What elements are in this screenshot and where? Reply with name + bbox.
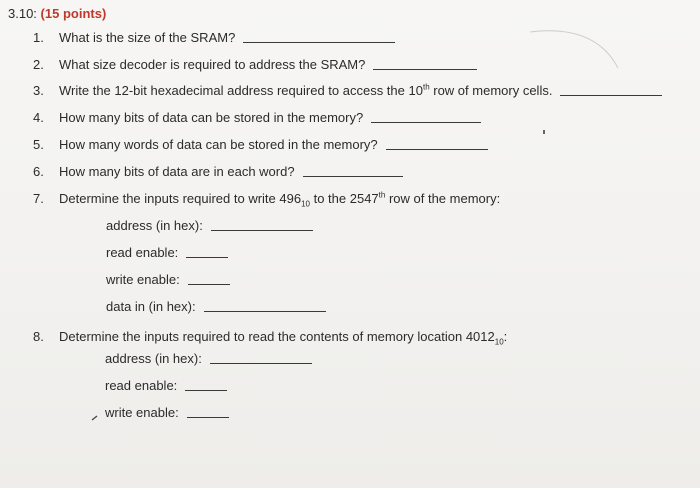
question-8 [33,329,508,347]
q7-write-enable-field [106,272,230,287]
question-text-part: : [503,329,508,344]
question-number: 5. [33,137,44,152]
answer-blank[interactable] [185,389,227,391]
answer-blank[interactable] [371,121,481,123]
superscript: th [378,190,386,200]
field-label: read enable: [106,245,179,260]
question-text: How many words of data can be stored in the memory? [59,137,378,152]
question-text [59,190,501,209]
answer-blank[interactable] [204,310,326,312]
question-2 [33,57,477,72]
q7-read-enable-field [106,245,228,260]
pencil-dot-mark [543,130,545,134]
superscript: th [422,82,430,92]
question-number: 3. [33,83,44,98]
answer-blank[interactable] [560,94,662,96]
question-number: 8. [33,329,44,344]
answer-blank[interactable] [386,148,488,150]
question-3 [33,83,662,98]
answer-blank[interactable] [211,229,313,231]
question-text-part: Write the 12-bit hexadecimal address required to access the 10 [59,83,423,98]
question-number: 2. [33,57,44,72]
question-6 [33,164,403,179]
answer-blank[interactable] [186,256,228,258]
question-text: What is the size of the SRAM? [59,30,236,45]
field-label: address (in hex): [106,218,203,233]
question-text-part: row of the memory: [385,191,501,206]
question-text [59,83,552,98]
field-label: address (in hex): [105,351,202,366]
q7-address-field [106,218,313,233]
answer-blank[interactable] [243,41,395,43]
question-text-part: Determine the inputs required to read the contents of memory location 4012 [59,329,495,344]
q8-read-enable-field [105,378,227,393]
answer-blank[interactable] [187,416,229,418]
question-4 [33,110,481,125]
question-7 [33,190,501,209]
field-label: data in (in hex): [106,299,196,314]
question-1 [33,30,395,45]
subscript: 10 [494,337,504,347]
question-5 [33,137,488,152]
question-number: 6. [33,164,44,179]
pencil-tick-mark [91,415,99,421]
question-number: 7. [33,191,44,206]
question-text-part: Determine the inputs required to write 496 [59,191,302,206]
question-text: How many bits of data can be stored in the memory? [59,110,364,125]
answer-blank[interactable] [210,362,312,364]
question-text: What size decoder is required to address the SRAM? [59,57,366,72]
answer-blank[interactable] [303,175,403,177]
field-label: read enable: [105,378,178,393]
field-label: write enable: [106,272,180,287]
answer-blank[interactable] [188,283,230,285]
problem-number: 3.10: [8,6,37,21]
question-number: 1. [33,30,44,45]
question-text-part: row of memory cells. [429,83,553,98]
q7-data-in-field [106,299,326,314]
question-text: How many bits of data are in each word? [59,164,295,179]
problem-header [8,6,106,21]
q8-write-enable-field [105,405,229,420]
question-text-part: to the 2547 [309,191,379,206]
q8-address-field [105,351,312,366]
field-label: write enable: [105,405,179,420]
question-text [59,329,508,347]
question-number: 4. [33,110,44,125]
answer-blank[interactable] [373,68,477,70]
problem-points: (15 points) [40,6,107,21]
subscript: 10 [301,199,310,209]
